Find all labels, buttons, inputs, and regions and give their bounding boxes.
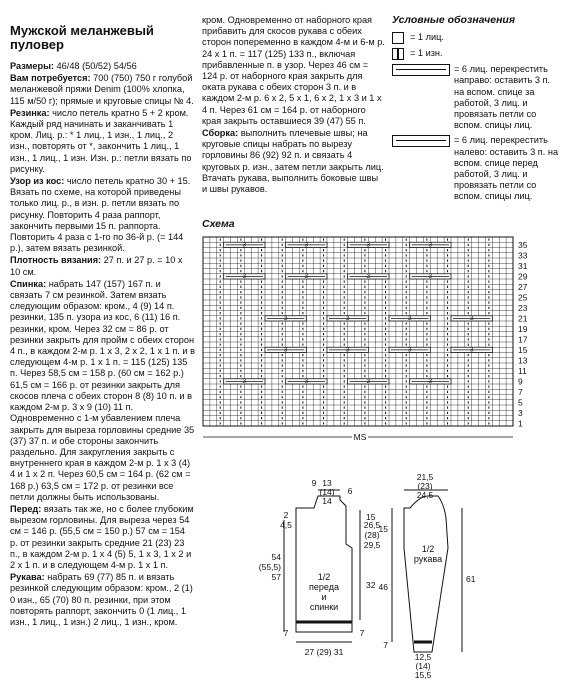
cable-label: 3 <box>304 241 309 249</box>
sleeve-label: 1/2 <box>421 544 435 554</box>
armhole-label: 26,5 <box>363 520 381 530</box>
sleeve-pattern-diagram <box>379 472 476 680</box>
paragraph-heading: Плотность вязания: <box>10 255 102 266</box>
paragraph-text: выполнить плечевые швы; на круговые спицы набрать по вырезу горловины 86 (92) 92 п. и связать 4 круговых р. изн., затем петли закрыть лиц. Втачать рукава, выполнить боковые швы и швы рукавов. <box>202 128 384 195</box>
legend-cable-right: = 6 лиц. перекрестить направо: оставить 3 п. на вспом. спице за работой, 3 лиц. и провязать петли со вспом. спицы лиц. <box>392 64 560 131</box>
rib-label: 7 <box>383 640 388 650</box>
schema-title: Схема <box>202 218 235 230</box>
row-number: 5 <box>518 397 523 408</box>
cuff-label: 15,5 <box>414 670 432 680</box>
sleeve-total-label: 61 <box>466 574 476 584</box>
cable-label: 3 <box>242 378 247 385</box>
armhole-label: (28) <box>364 530 380 540</box>
cable-label: 3 <box>366 241 371 249</box>
width-label: 27 (29) 31 <box>304 647 344 657</box>
row-number: 21 <box>518 313 528 324</box>
cable-label: 3 <box>428 378 433 385</box>
paragraph-text: набрать 147 (157) 167 п. и связать 7 см резинкой. Затем вязать следующим образом: кром., 4 (9) 14 п. резинки, 135 п. узора из кос, 6 (11) 16 п. резинки, кром. Через 32 см = 86 р. от резинки закрыть для пройм с обеих сторон 4 п., в каждом 2-м р. 1 х 3, 2 х 2, 1 х 1 п. и в следующем 4-м р. 1 х 1 п. = 115 (125) 135 п. Через 58,5 см = 158 р. (60 см = 162 р.) 61,5 см = 166 р. от резинки закрыть для скосов плеча с обеих сторон 8 (8) 10 п. и в каждом 2-м р. 3 х 9 (10) 11 п. Одновременно с 1-м убавлением плеча закрыть для выреза горловины средние 35 (37) 37 п. и обе стороны закончить раздельно. Для закругления закрыть с внутреннего края в каждом 2-м р. 1 х 3 (4) 4 и 1 х 2 п. Через 60,5 см = 164 р. (62 см = 168 р.) 63,5 см = 172 р. от резинки все петли должны быть использованы. <box>10 278 195 502</box>
cable-label: 3 <box>345 346 350 354</box>
body-pattern-diagram <box>259 478 381 657</box>
body-label: спинки <box>309 602 339 612</box>
paragraph-text: число петель кратно 5 + 2 кром. Каждый ряд начинать и заканчивать 1 кром. Лиц. р.: * 1 лиц., 1 изн., 1 лиц., 2 изн., повторять от *, закончить 1 лиц., 1 изн., 1 лиц., 1 изн. Изн. р.: петли вязать по рисунку. <box>10 107 192 174</box>
cable-label: 3 <box>469 315 474 322</box>
sleeve-top-label: 24,5 <box>416 490 434 500</box>
armhole-label: 29,5 <box>363 540 381 550</box>
paragraph-text: вязать так же, но с более глубоким вырезом горловины. Для выреза через 54 см = 146 р. (55,5 см = 150 р.) 57 см = 154 р. от резинки закрыть средние 21 (23) 23 п., в каждом 2-м р. 1 х 4 (5) 5, 1 х 3, 1 х 2 и 2 х 1 п. и в следующем 4-м р. 1 х 1 п. <box>10 503 194 570</box>
row-number: 15 <box>518 344 528 355</box>
length-label: 57 <box>271 572 281 582</box>
shoulder-drop-label: 4,5 <box>280 520 292 530</box>
cap-label: 15 <box>378 524 388 534</box>
row-number: 3 <box>518 407 523 418</box>
cable-label: 3 <box>428 241 433 249</box>
row-number: 23 <box>518 302 528 313</box>
ms-label: MS <box>353 432 367 442</box>
row-number: 25 <box>518 292 528 303</box>
paragraph-text: 700 (750) 750 г голубой меланжевой пряжи Denim (100% хлопка, 115 м/50 г); прямые и круговые спицы № 4. <box>10 73 194 106</box>
paragraph-text: 46/48 (50/52) 54/56 <box>54 61 137 71</box>
row-number: 13 <box>518 355 528 366</box>
knitting-chart <box>203 237 528 442</box>
neck-width-label: (14) <box>319 487 335 497</box>
neck-width-label: 14 <box>322 496 332 506</box>
paragraph-heading: Сборка: <box>202 128 239 139</box>
paragraph-heading: Спинка: <box>10 278 47 289</box>
paragraph-heading: Перед: <box>10 503 42 514</box>
row-number: 33 <box>518 250 528 261</box>
body-label: переда <box>309 582 339 592</box>
row-number: 7 <box>518 386 523 397</box>
sleeve-top-label: (23) <box>417 481 433 491</box>
legend-cable-left: = 6 лиц. перекрестить налево: оставить 3 п. на вспом. спице перед работой, 3 лиц. и провязать петли со вспом. спицы лиц. <box>392 135 560 202</box>
side-label: 32 <box>366 580 376 590</box>
rib-label: 7 <box>283 628 289 638</box>
cable-label: 3 <box>366 378 371 385</box>
row-number: 1 <box>518 418 523 429</box>
sleeve-length-label: 46 <box>378 582 388 592</box>
paragraph-text: число петель кратно 30 + 15. Вязать по схеме, на которой приведены только лиц. р., в изн. р. петли вязать по рисунку. Повторить 4 раза раппорт, закончить первыми 15 п. раппорта. Повторить 4 раза с 1-го по 36-й р. (= 144 р.), затем вязать резинкой. <box>10 176 191 254</box>
cable-label: 3 <box>407 315 412 322</box>
row-number: 17 <box>518 334 528 345</box>
length-label: 54 <box>271 552 281 562</box>
cuff-label: 12,5 <box>414 652 432 662</box>
shoulder-label: 6 <box>347 486 353 496</box>
legend-title: Условные обозначения <box>392 14 516 26</box>
paragraph-heading: Узор из кос: <box>10 176 65 187</box>
length-label: (55,5) <box>258 562 281 572</box>
cuff-label: (14) <box>415 661 431 671</box>
row-number: 11 <box>518 365 527 376</box>
row-number: 27 <box>518 281 528 292</box>
legend-purl: = 1 изн. <box>392 48 560 60</box>
cable-label: 3 <box>304 273 309 280</box>
paragraph-heading: Резинка: <box>10 107 50 118</box>
cable-label: 3 <box>242 273 247 280</box>
cable-label: 3 <box>469 346 474 354</box>
neck-label: 15 <box>366 512 376 522</box>
shoulder-drop-label: 2 <box>283 510 289 520</box>
sleeve-top-label: 21,5 <box>416 472 434 482</box>
neck-depth-label: 9 <box>311 478 317 488</box>
sleeve-outline <box>404 496 448 652</box>
cable-label: 3 <box>345 315 350 322</box>
body-label: и <box>321 592 327 602</box>
row-number: 31 <box>518 260 528 271</box>
paragraph-text: набрать 69 (77) 85 п. и вязать резинкой следующим образом: кром., 2 (1) 0 изн., 65 (70) 80 п. резинки, при этом повторять раппорт, закончить 0 (1 лиц., 1 изн., 1 лиц., 1 изн.) 2 лиц., 1 изн., кром. <box>10 572 193 627</box>
cable-label: 3 <box>407 346 412 354</box>
cable-label: 3 <box>428 273 433 280</box>
legend-knit: = 1 лиц. <box>392 32 560 44</box>
cable-label: 3 <box>304 378 309 385</box>
paragraph-text: кром. Одновременно от наборного края прибавить для скосов рукава с обеих сторон попеременно в каждом 4-м и 6-м р. 24 х 1 п. = 117 (125) 133 п., включая прибавленные п. в узор. Через 46 см = 124 р. от наборного края закрыть для оката рукава с обеих сторон 3 п. и в каждом 2-м р. 6 х 2, 5 х 1, 6 х 2, 1 х 3 и 1 х 4 п. Через 61 см = 164 р. от наборного края закрыть оставшиеся 39 (47) 55 п. <box>202 15 385 126</box>
cable-label: 3 <box>242 241 247 249</box>
page-title: Мужской меланжевый пуловер <box>10 23 154 52</box>
row-number: 19 <box>518 323 528 334</box>
cable-label: 3 <box>366 273 371 280</box>
neck-width-label: 13 <box>322 478 332 488</box>
row-number: 35 <box>518 239 528 250</box>
cable-label: 3 <box>283 315 288 322</box>
body-label: 1/2 <box>317 572 331 582</box>
cable-label: 3 <box>283 346 288 354</box>
paragraph-heading: Рукава: <box>10 572 45 583</box>
paragraph-heading: Вам потребуется: <box>10 73 91 84</box>
row-number: 9 <box>518 376 523 387</box>
row-number: 29 <box>518 271 528 282</box>
paragraph-text: 27 п. и 27 р. = 10 х 10 см. <box>10 255 183 277</box>
rib-label: 7 <box>359 628 365 638</box>
sleeve-label: рукава <box>413 554 443 564</box>
paragraph-heading: Размеры: <box>10 61 54 71</box>
